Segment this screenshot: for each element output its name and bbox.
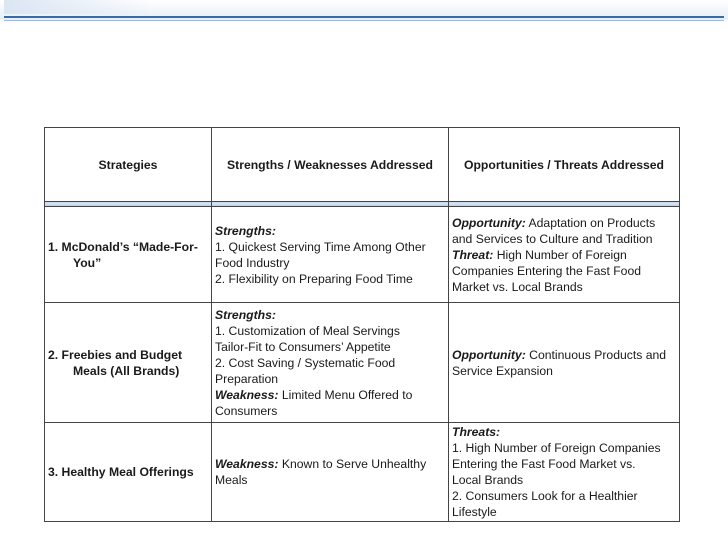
table-header-row [45, 128, 680, 202]
strength-line: 2. Cost Saving / Systematic Food [215, 355, 396, 370]
strategy-cell [45, 423, 212, 522]
opportunities-threats-cell [449, 207, 680, 303]
strengths-weaknesses-cell [212, 207, 449, 303]
strength-line: 2. Flexibility on Preparing Food Time [215, 271, 413, 286]
strengths-weaknesses-cell [212, 303, 449, 423]
strategy-table [44, 127, 680, 522]
header-opportunities-threats: Opportunities / Threats Addressed [449, 128, 680, 202]
strategy-name: 2. Freebies and Budget [48, 347, 183, 362]
threat-line: Entering the Fast Food Market vs. [452, 457, 636, 471]
threat-text: High Number of Foreign Companies Entering the Fast Food Market vs. Local Brands [452, 247, 642, 294]
threat-line: Local Brands [452, 473, 524, 487]
opportunity-label: Opportunity: [452, 215, 526, 230]
threats-label: Threats: [452, 425, 501, 439]
strategy-name-cont: You” [73, 255, 102, 270]
threat-line: 1. High Number of Foreign Companies [452, 441, 661, 455]
opportunities-threats-cell [449, 423, 680, 522]
header-strategies: Strategies [45, 128, 212, 202]
strength-line: 1. Customization of Meal Servings [215, 323, 400, 338]
table-row [45, 303, 680, 423]
opportunity-text: Continuous Products and Service Expansion [452, 347, 667, 378]
strategy-name: 3. Healthy Meal Offerings [48, 465, 194, 479]
strength-line: Preparation [215, 371, 279, 386]
opportunity-label: Opportunity: [452, 347, 526, 362]
strength-line: Tailor-Fit to Consumers’ Appetite [215, 339, 391, 354]
weakness-text: Known to Serve Unhealthy Meals [215, 457, 427, 487]
opportunities-threats-cell [449, 303, 680, 423]
opportunity-text: Adaptation on Products and Services to Culture and Tradition [452, 215, 656, 246]
weakness-label: Weakness: [215, 387, 279, 402]
table-row [45, 423, 680, 522]
weakness-label: Weakness: [215, 457, 279, 471]
strategy-cell [45, 303, 212, 423]
weakness-text: Limited Menu Offered to Consumers [215, 387, 413, 418]
strengths-label: Strengths: [215, 223, 276, 238]
header-rule-light [4, 20, 724, 21]
strengths-label: Strengths: [215, 307, 276, 322]
strategy-cell [45, 207, 212, 303]
threat-label: Threat: [452, 247, 494, 262]
threat-line: Lifestyle [452, 505, 497, 519]
strategy-name-cont: Meals (All Brands) [73, 363, 180, 378]
strengths-weaknesses-cell [212, 423, 449, 522]
threat-line: 2. Consumers Look for a Healthier [452, 489, 638, 503]
strategy-name: 1. McDonald’s “Made-For- [48, 239, 198, 254]
strength-line: Food Industry [215, 255, 290, 270]
table-row [45, 207, 680, 303]
header-accent [4, 0, 154, 14]
header-rule-dark [4, 16, 724, 18]
strength-line: 1. Quickest Serving Time Among Other [215, 239, 426, 254]
slide-header-band [0, 0, 728, 20]
header-strengths-weaknesses: Strengths / Weaknesses Addressed [212, 128, 449, 202]
